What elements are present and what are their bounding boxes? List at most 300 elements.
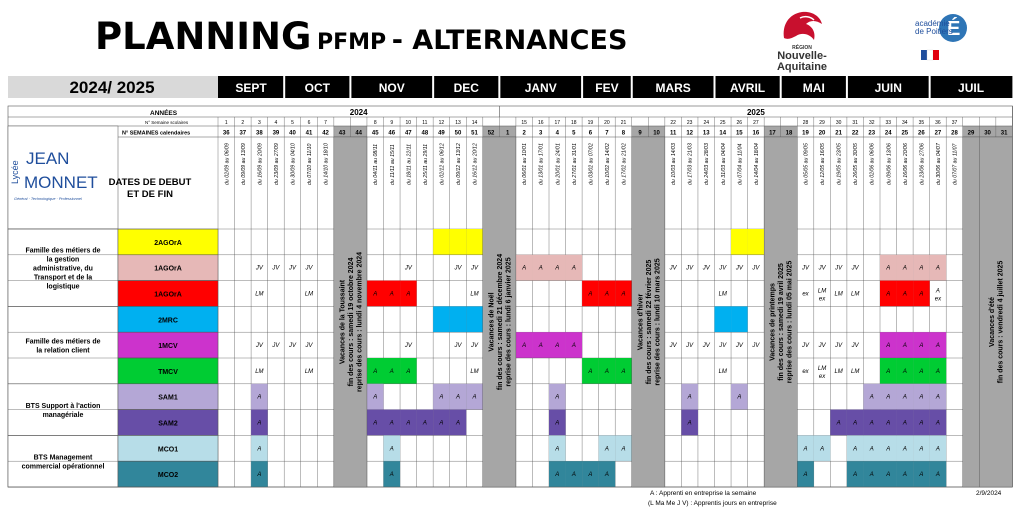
week-date-range: du 16/12 au 20/12 (472, 143, 479, 185)
group-label-text: Transport et de la (33, 274, 93, 282)
month-label: MARS (655, 81, 691, 95)
week-cell-text: A (886, 265, 891, 272)
class-name-text: SAM2 (158, 420, 178, 428)
vacation-text: fin des cours : samedi 22 février 2025 (645, 259, 653, 385)
week-cell-text: A (555, 420, 560, 427)
week-cell-text: A (902, 394, 907, 401)
week-cell-text: A (935, 265, 940, 272)
week-cell-text: A (621, 368, 626, 375)
cal-week-label: N° SEMAINES calendaires (122, 130, 191, 137)
week-cell-text: A (373, 368, 378, 375)
cal-week-number: 36 (222, 130, 230, 137)
week-cell-text: LM (718, 291, 727, 298)
week-date-range: du 09/12 au 13/12 (455, 143, 462, 185)
month-label: AVRIL (730, 81, 766, 95)
week-cell-text: A (571, 265, 576, 272)
scol-week-number: 4 (274, 120, 278, 126)
cal-week-number: 17 (769, 130, 776, 137)
week-cell-text: JV (305, 265, 313, 272)
week-cell-text: JV (686, 343, 694, 350)
week-cell-text: LM (255, 291, 264, 298)
vacation-text: Vacances de printemps (769, 283, 777, 361)
scol-week-number: 31 (852, 120, 858, 126)
week-date-range: du 04/11 au 08/11 (373, 143, 380, 185)
cal-week-number: 28 (951, 130, 958, 137)
week-date-range: du 26/05 au 30/05 (853, 143, 860, 185)
week-cell-text: A (919, 291, 924, 298)
cal-week-number: 12 (686, 130, 694, 137)
scol-week-number: 16 (537, 120, 544, 126)
week-date-range: du 17/03 au 21/03 (687, 143, 694, 185)
week-cell-text: A (522, 343, 527, 350)
week-cell-text: LM (470, 291, 479, 298)
cal-week-number: 48 (421, 130, 429, 137)
week-cell-text: LM (851, 291, 860, 298)
apprentice-week-cell (715, 306, 732, 332)
week-date-range: du 25/11 au 29/11 (422, 143, 429, 185)
month-divider (349, 76, 351, 98)
week-cell-text: A (439, 420, 444, 427)
week-cell-text: JV (288, 343, 296, 350)
week-cell-text: A (373, 394, 378, 401)
class-name-text: MCO2 (157, 472, 179, 480)
week-cell-text: A (555, 472, 560, 479)
week-cell-text: A (902, 265, 907, 272)
week-cell-text: JV (752, 343, 760, 350)
week-date-range: du 02/12 au 06/12 (439, 143, 446, 185)
week-date-range: du 03/02 au 07/02 (588, 143, 595, 185)
week-cell-text: LM (834, 291, 843, 298)
week-cell-text: A (853, 420, 858, 427)
cal-week-number: 50 (454, 130, 462, 137)
week-cell-text: A (869, 394, 874, 401)
week-cell-text: JV (719, 265, 727, 272)
week-cell-text: A (935, 420, 940, 427)
week-cell-text: A (588, 368, 593, 375)
scol-week-number: 12 (438, 120, 445, 126)
vacation-text: Vacances d'hiver (637, 293, 645, 351)
week-cell-text: A (869, 446, 874, 453)
week-cell-text: LM (304, 368, 314, 375)
week-cell-text: A (389, 291, 394, 298)
week-cell-text: JV (835, 343, 843, 350)
scol-week-number: 34 (902, 120, 908, 126)
month-divider (631, 76, 633, 98)
month-label: JUIN (874, 81, 902, 95)
cal-week-number: 19 (802, 130, 809, 137)
week-date-range: du 24/03 au 28/03 (704, 143, 711, 185)
cal-week-number: 52 (487, 130, 495, 137)
group-label-text: BTS Management (33, 454, 93, 462)
group-label-text: la gestion (46, 256, 80, 264)
cal-week-number: 49 (438, 130, 445, 137)
scol-week-number: 11 (422, 120, 428, 126)
scol-week-number: 22 (670, 120, 676, 126)
region-name-line1: Nouvelle- (777, 50, 827, 62)
school-lycee-text: Lycée (10, 160, 20, 184)
cal-week-number: 3 (539, 130, 543, 137)
month-divider (283, 76, 285, 98)
week-cell-text: A (935, 472, 940, 479)
scol-week-number: 32 (868, 120, 875, 126)
vacation-text: fin des cours : samedi 21 décembre 2024 (496, 253, 504, 391)
week-cell-text: A (522, 265, 527, 272)
cal-week-number: 11 (669, 130, 677, 137)
class-name-text: SAM1 (158, 394, 178, 402)
week-cell-text: A (389, 472, 394, 479)
cal-week-number: 14 (719, 130, 727, 137)
week-date-range: du 07/10 au 11/10 (307, 143, 314, 185)
week-cell-text: A (687, 394, 692, 401)
class-name-text: 1AGOrA (154, 291, 182, 299)
cal-week-number: 25 (901, 130, 909, 137)
month-divider (780, 76, 782, 98)
week-cell-text: A (604, 368, 609, 375)
cal-week-number: 45 (371, 130, 379, 137)
week-cell-text: A (455, 394, 460, 401)
week-date-range: du 18/11 au 22/11 (406, 143, 413, 185)
vacation-text: Vacances de la Toussaint (339, 279, 347, 365)
title-alternances: - ALTERNANCES (391, 25, 628, 56)
week-cell-text: A (406, 420, 411, 427)
cal-week-number: 9 (638, 130, 642, 137)
vacation-text: fin des cours : samedi 19 avril 2025 (778, 263, 786, 381)
scol-week-number: 2 (241, 120, 245, 126)
week-cell-text: ex (802, 368, 809, 375)
group-label-text: logistique (46, 283, 80, 291)
cal-week-number: 18 (785, 130, 793, 137)
week-date-range: du 06/01 au 10/01 (522, 143, 529, 185)
cal-week-number: 44 (355, 130, 363, 137)
group-label-text: administrative, du (33, 265, 93, 273)
scol-week-number: 33 (885, 120, 892, 126)
week-cell-text: A (919, 343, 924, 350)
group-label-text: la relation client (36, 347, 90, 355)
week-cell-text: A (886, 446, 891, 453)
scol-week-number: 13 (455, 120, 461, 126)
month-label: JUIL (958, 81, 985, 95)
week-cell-text: JV (851, 265, 859, 272)
week-cell-text: A (853, 446, 858, 453)
cal-week-number: 5 (572, 130, 576, 137)
cal-week-number: 1 (505, 130, 510, 137)
week-date-range: du 02/09 au 06/09 (224, 143, 231, 185)
vacation-text: Vacances d'été (989, 297, 997, 347)
week-cell-text: A (919, 368, 924, 375)
week-cell-text: JV (669, 343, 677, 350)
week-cell-text: A (257, 472, 262, 479)
scol-week-number: 26 (736, 120, 743, 126)
scol-week-number: 21 (620, 120, 627, 126)
cal-week-number: 22 (851, 130, 859, 137)
group-label-text: BTS Support à l'action (25, 403, 101, 411)
school-name-jean: JEAN (26, 149, 70, 168)
vacation-text: reprise des cours : lundi 10 mars 2025 (654, 258, 662, 386)
scol-week-number: 1 (224, 120, 228, 126)
week-cell-text: A (919, 472, 924, 479)
apprentice-week-cell (731, 306, 748, 332)
scol-week-number: 25 (719, 120, 726, 126)
scol-week-number: 27 (753, 120, 759, 126)
week-cell-text: ex (818, 373, 826, 380)
week-cell-text: A (555, 446, 560, 453)
week-cell-text: A (389, 368, 394, 375)
scol-week-number: 9 (390, 120, 394, 126)
week-cell-text: A (886, 291, 891, 298)
week-cell-text: A (935, 288, 940, 295)
week-cell-text: A (853, 472, 858, 479)
week-cell-text: JV (818, 265, 826, 272)
week-cell-text: A (803, 472, 808, 479)
week-cell-text: A (538, 343, 543, 350)
scol-week-number: 10 (405, 120, 412, 126)
week-cell-text: A (257, 394, 262, 401)
week-cell-text: A (902, 472, 907, 479)
week-cell-text: A (604, 291, 609, 298)
week-cell-text: JV (669, 265, 677, 272)
scol-week-number: 35 (918, 120, 925, 126)
dates-label-line2: ET DE FIN (127, 189, 173, 200)
cal-week-number: 13 (702, 130, 710, 137)
week-cell-text: A (935, 446, 940, 453)
week-cell-text: A (737, 394, 742, 401)
week-date-range: du 23/09 au 27/09 (273, 143, 280, 185)
apprentice-week-cell (433, 229, 450, 255)
week-date-range: du 09/06 au 13/06 (886, 143, 893, 185)
cal-week-number: 39 (272, 130, 280, 137)
cal-week-number: 30 (984, 130, 991, 137)
cal-week-number: 37 (239, 130, 247, 137)
group-label-text: managériale (42, 412, 84, 420)
week-cell-text: ex (934, 296, 942, 303)
month-divider (581, 76, 583, 98)
week-cell-text: A (886, 368, 891, 375)
group-label-text: Famille des métiers de (25, 247, 101, 255)
cal-week-number: 8 (621, 130, 626, 137)
legend-line2: (L Ma Me J V) : Apprentis jours en entreprise (648, 500, 777, 507)
week-cell-text: JV (272, 343, 280, 350)
scol-week-number: 15 (521, 120, 527, 126)
week-date-range: du 16/09 au 20/09 (257, 143, 264, 185)
week-cell-text: A (902, 368, 907, 375)
cal-week-number: 29 (967, 130, 975, 137)
week-cell-text: A (389, 420, 394, 427)
week-cell-text: LM (304, 291, 314, 298)
scol-week-number: 17 (554, 120, 561, 126)
week-cell-text: LM (817, 288, 827, 295)
week-cell-text: JV (686, 265, 694, 272)
week-cell-text: A (257, 420, 262, 427)
academie-line2: de Poitiers (915, 27, 953, 36)
legend-date: 2/9/2024 (976, 490, 1002, 497)
year-2024-label: 2024 (349, 108, 368, 117)
week-date-range: du 23/06 au 27/06 (919, 143, 926, 185)
scol-week-number: 8 (373, 120, 377, 126)
month-label: MAI (802, 81, 825, 95)
week-date-range: du 11/11 au 15/11 (389, 144, 396, 185)
week-cell-text: JV (835, 265, 843, 272)
week-date-range: du 10/02 au 14/02 (604, 143, 611, 185)
week-cell-text: JV (255, 265, 263, 272)
week-date-range: du 13/01 au 17/01 (538, 143, 545, 185)
scol-week-number: 18 (571, 120, 577, 126)
vacation-text: Vacances de Noël (488, 292, 496, 352)
apprentice-week-cell (466, 229, 483, 255)
week-cell-text: JV (735, 343, 743, 350)
scol-week-number: 30 (835, 120, 842, 126)
scol-week-number: 6 (307, 120, 311, 126)
week-date-range: du 12/05 au 16/05 (820, 143, 827, 185)
week-cell-text: JV (288, 265, 296, 272)
vacation-text: fin des cours : vendredi 4 juillet 2025 (997, 260, 1005, 384)
year-range-text: 2024/ 2025 (69, 78, 155, 97)
cal-week-number: 15 (735, 130, 743, 137)
week-cell-text: A (406, 291, 411, 298)
week-cell-text: JV (802, 343, 810, 350)
cal-week-number: 16 (752, 130, 760, 137)
cal-week-number: 21 (835, 130, 842, 137)
week-cell-text: A (886, 472, 891, 479)
week-cell-text: A (902, 343, 907, 350)
week-date-range: du 30/06 au 04/07 (935, 143, 942, 185)
week-cell-text: A (935, 343, 940, 350)
week-date-range: du 20/01 au 24/01 (555, 143, 562, 185)
cal-week-number: 4 (555, 130, 559, 137)
week-date-range: du 27/01 au 31/01 (571, 143, 578, 185)
cal-week-number: 7 (605, 130, 609, 137)
week-cell-text: A (902, 291, 907, 298)
week-date-range: du 31/03 au 04/04 (720, 143, 727, 185)
vacation-text: reprise des cours : lundi 05 mai 2025 (786, 260, 794, 384)
week-cell-text: A (538, 265, 543, 272)
cal-week-number: 24 (884, 130, 892, 137)
week-cell-text: A (919, 420, 924, 427)
dates-label-line1: DATES DE DEBUT (108, 177, 192, 188)
region-name-line2: Aquitaine (776, 61, 828, 73)
cal-week-number: 41 (305, 130, 313, 137)
scol-week-number: 29 (819, 120, 825, 126)
scol-week-number: 37 (951, 120, 958, 126)
week-cell-text: A (803, 446, 808, 453)
week-cell-text: JV (404, 265, 412, 272)
scol-week-number: 19 (587, 120, 594, 126)
week-cell-text: A (588, 291, 593, 298)
week-cell-text: A (555, 265, 560, 272)
cal-week-number: 2 (522, 130, 526, 137)
scol-week-number: 14 (471, 120, 478, 126)
week-cell-text: A (439, 394, 444, 401)
group-label-text: Famille des métiers de (25, 338, 101, 346)
month-divider (714, 76, 716, 98)
apprentice-week-cell (748, 229, 765, 255)
week-cell-text: A (555, 394, 560, 401)
week-cell-text: JV (719, 343, 727, 350)
cal-week-number: 47 (404, 130, 412, 137)
week-cell-text: A (886, 420, 891, 427)
week-cell-text: A (621, 446, 626, 453)
month-divider (846, 76, 848, 98)
month-divider (929, 76, 931, 98)
week-cell-text: LM (834, 368, 843, 375)
class-name-text: 1MCV (158, 343, 178, 351)
month-label: OCT (304, 81, 330, 95)
month-label: DEC (453, 81, 479, 95)
week-cell-text: A (869, 420, 874, 427)
scol-week-number: 36 (935, 120, 941, 126)
week-date-range: du 17/02 au 21/02 (621, 143, 628, 185)
cal-week-number: 20 (818, 130, 826, 137)
week-cell-text: A (604, 472, 609, 479)
week-date-range: du 16/06 au 20/06 (902, 143, 909, 185)
week-date-range: du 10/03 au 14/03 (671, 143, 678, 185)
week-cell-text: JV (702, 265, 710, 272)
week-cell-text: JV (255, 343, 263, 350)
week-cell-text: A (555, 343, 560, 350)
month-label: NOV (378, 81, 405, 95)
week-date-range: du 14/04 au 18/04 (753, 143, 760, 185)
week-date-range: du 02/06 au 06/06 (869, 143, 876, 185)
week-cell-text: A (687, 420, 692, 427)
week-cell-text: LM (255, 368, 264, 375)
scol-week-number: 24 (703, 120, 710, 126)
apprentice-week-cell (433, 306, 450, 332)
apprentice-week-cell (450, 229, 467, 255)
class-name-text: MCO1 (157, 446, 179, 454)
scol-week-number: 20 (604, 120, 610, 126)
month-divider (498, 76, 500, 98)
vacation-text: fin des cours : samedi 19 octobre 2024 (347, 257, 355, 387)
cal-week-number: 38 (256, 130, 263, 137)
scol-week-label: N° Semaine scolaires (145, 120, 189, 125)
annees-label: ANNÉES (150, 110, 178, 117)
cal-week-number: 23 (868, 130, 876, 137)
week-cell-text: JV (404, 343, 412, 350)
cal-week-number: 26 (918, 130, 925, 137)
title-pfmp: PFMP (316, 30, 387, 55)
week-date-range: du 07/07 au 11/07 (952, 143, 959, 185)
title-planning: PLANNING (95, 15, 312, 58)
week-cell-text: A (257, 446, 262, 453)
week-cell-text: A (919, 446, 924, 453)
week-cell-text: JV (818, 343, 826, 350)
week-cell-text: JV (454, 265, 462, 272)
week-cell-text: JV (735, 265, 743, 272)
week-cell-text: A (919, 394, 924, 401)
week-cell-text: LM (718, 368, 727, 375)
apprentice-week-cell (466, 306, 483, 332)
week-cell-text: A (422, 420, 427, 427)
class-name-text: TMCV (158, 368, 178, 376)
week-cell-text: JV (471, 343, 479, 350)
apprentice-week-cell (731, 229, 748, 255)
school-name-monnet: MONNET (24, 173, 98, 192)
week-cell-text: A (571, 343, 576, 350)
cal-week-number: 6 (588, 130, 593, 137)
scol-week-number: 3 (257, 120, 261, 126)
month-label: FEV (595, 81, 619, 95)
year-2025-label: 2025 (746, 108, 765, 117)
week-cell-text: ex (818, 296, 826, 303)
cal-week-number: 31 (1000, 130, 1008, 137)
week-date-range: du 14/10 au 18/10 (323, 143, 330, 185)
week-cell-text: JV (851, 343, 859, 350)
month-label: JANV (524, 81, 557, 95)
week-cell-text: A (389, 446, 394, 453)
week-cell-text: A (406, 368, 411, 375)
class-name-text: 2MRC (158, 317, 178, 325)
cal-week-number: 42 (322, 130, 329, 137)
group-label-text: commercial opérationnel (21, 463, 105, 471)
